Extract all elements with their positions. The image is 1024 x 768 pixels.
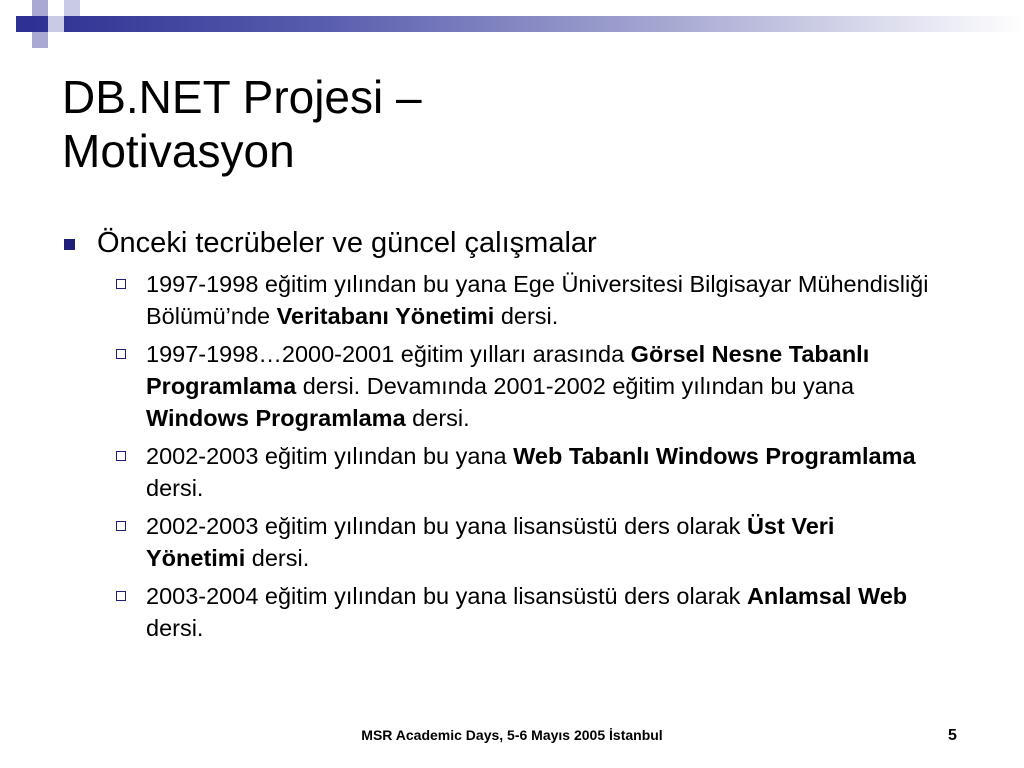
hollow-square-bullet-icon [116,521,126,531]
sub-bullet [114,268,962,332]
decor-square-light [32,0,48,16]
sub-bullet [114,510,962,574]
hollow-square-bullet-icon [116,451,126,461]
sub-bullet [114,338,962,434]
sub-bullet-text: 1997-1998…2000-2001 eğitim yılları arasında Görsel Nesne Tabanlı Programlama dersi. Devamında 2001-2002 eğitim yılından bu yana Windows Programlama dersi. [146,341,870,431]
slide-footer: MSR Academic Days, 5-6 Mayıs 2005 İstanbul [361,727,663,743]
slide-title [62,70,422,178]
hollow-square-bullet-icon [116,591,126,601]
decor-square-light [48,16,64,32]
title-line-2: Motivasyon [62,125,295,177]
decor-square-navy [16,16,32,32]
square-bullet-icon [64,239,75,250]
sub-bullet-text: 2002-2003 eğitim yılından bu yana lisansüstü ders olarak Üst Veri Yönetimi dersi. [146,513,835,571]
hollow-square-bullet-icon [116,349,126,359]
hollow-square-bullet-icon [116,279,126,289]
sub-bullet [114,440,962,504]
header-gradient-band [32,16,1024,32]
sub-bullet-text: 2002-2003 eğitim yılından bu yana Web Tabanlı Windows Programlama dersi. [146,443,916,501]
title-line-1: DB.NET Projesi – [62,71,422,123]
slide-content [62,226,962,650]
page-number: 5 [948,727,957,744]
decor-square-light [64,0,80,16]
decor-square-light [32,32,48,48]
sub-bullet-text: 1997-1998 eğitim yılından bu yana Ege Üniversitesi Bilgisayar Mühendisliği Bölümü’nde Veritabanı Yönetimi dersi. [146,271,929,329]
sub-bullet-text: 2003-2004 eğitim yılından bu yana lisansüstü ders olarak Anlamsal Web dersi. [146,583,908,641]
bullet-main-text: Önceki tecrübeler ve güncel çalışmalar [97,227,597,259]
bullet-main [62,226,962,260]
sub-bullet [114,580,962,644]
